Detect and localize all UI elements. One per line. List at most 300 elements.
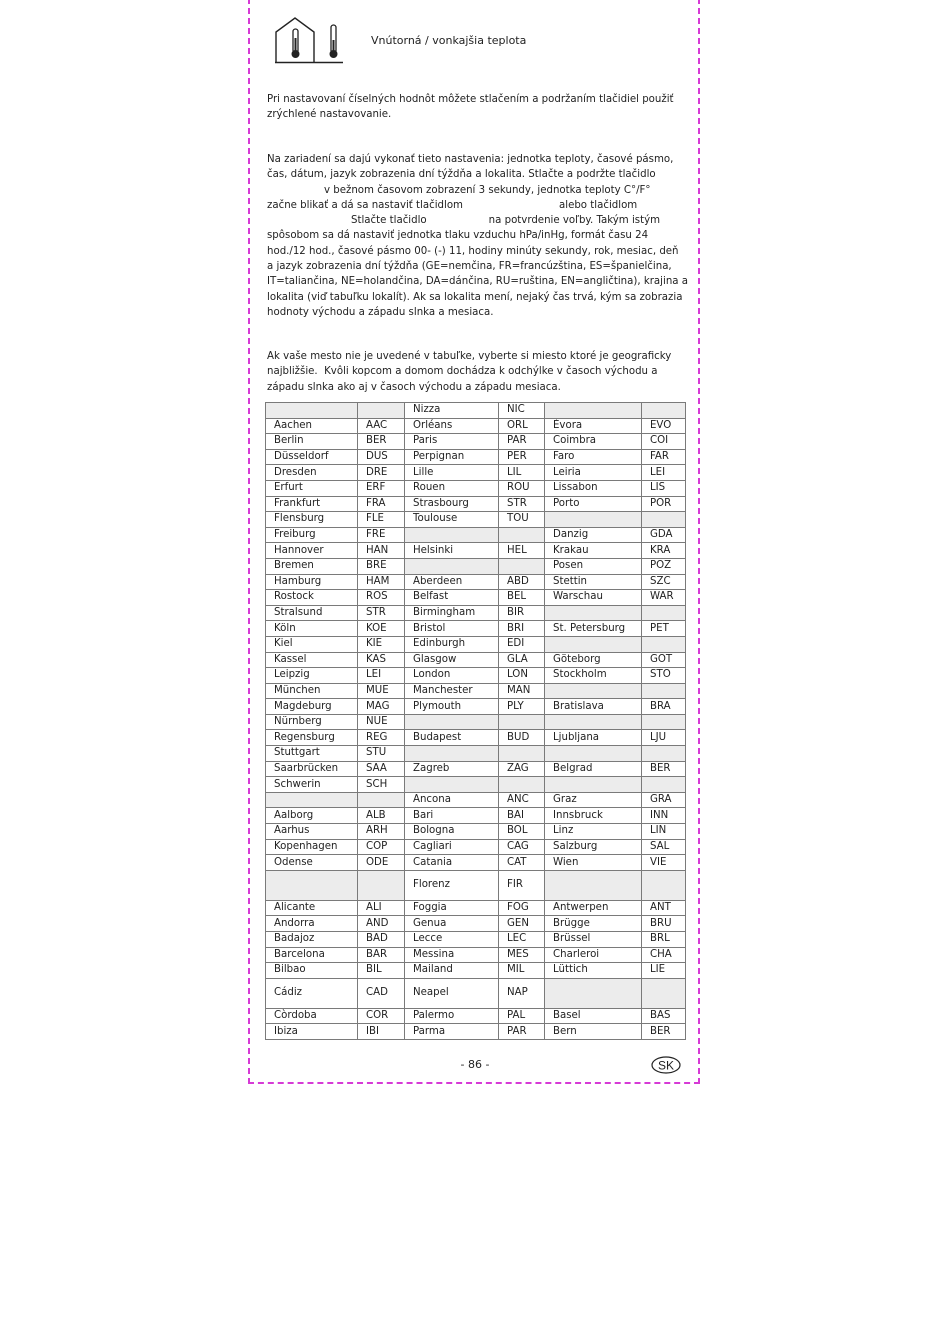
city-code-cell: LIS [642,480,686,496]
city-code-cell: FAR [642,449,686,465]
city-code-cell [642,746,686,762]
city-code-cell: BOL [499,824,545,840]
city-code-cell: PLY [499,699,545,715]
city-code-cell: CHA [642,947,686,963]
city-code-cell: STO [642,668,686,684]
city-name-cell: Bratislava [545,699,642,715]
city-code-cell [358,870,405,900]
city-code-cell: BRU [642,916,686,932]
text-line: začne blikať a dá sa nastaviť tlačidlom [267,199,463,211]
table-row [266,947,686,963]
city-name-cell: Bristol [405,621,499,637]
city-name-cell [545,403,642,419]
page-title: Vnútorná / vonkajšia teplota [371,34,527,47]
city-name-cell: München [266,683,358,699]
city-name-cell: Magdeburg [266,699,358,715]
city-code-cell: GEN [499,916,545,932]
city-name-cell: Frankfurt [266,496,358,512]
text-line: alebo tlačidlom [559,199,638,211]
city-code-cell [499,527,545,543]
city-code-cell: BAD [358,932,405,948]
city-name-cell [545,777,642,793]
text-line-wrap [267,198,679,213]
city-name-cell: Erfurt [266,480,358,496]
city-name-cell: Brügge [545,916,642,932]
city-code-cell [642,777,686,793]
city-code-cell: FOG [499,900,545,916]
city-name-cell: Lissabon [545,480,642,496]
house-thermometer-icon [274,16,344,64]
city-name-cell: Göteborg [545,652,642,668]
city-name-cell: Berlin [266,434,358,450]
city-code-cell: SAL [642,839,686,855]
city-code-cell: LEI [642,465,686,481]
city-name-cell: Freiburg [266,527,358,543]
page-number: - 86 - [460,1058,490,1071]
language-badge-label: SK [657,1058,675,1073]
city-name-cell: Leipzig [266,668,358,684]
city-code-cell: LJU [642,730,686,746]
city-code-cell: BER [642,761,686,777]
city-name-cell [545,512,642,528]
city-code-cell: TOU [499,512,545,528]
city-code-cell: COR [358,1008,405,1024]
table-row [266,963,686,979]
city-code-cell: EVO [642,418,686,434]
city-name-cell: Nürnberg [266,714,358,730]
table-row [266,527,686,543]
city-name-cell: Stettin [545,574,642,590]
city-code-cell: POR [642,496,686,512]
city-code-cell: STU [358,746,405,762]
city-code-cell: FRE [358,527,405,543]
city-code-cell: ROU [499,480,545,496]
city-code-cell: LIN [642,824,686,840]
city-code-cell [642,403,686,419]
city-code-cell: SAA [358,761,405,777]
text-line: a jazyk zobrazenia dní týždňa (GE=nemčina, FR=francúzština, ES=španielčina, [267,261,672,273]
city-name-cell: Graz [545,792,642,808]
table-row [266,683,686,699]
text-line-wrap [267,183,679,198]
table-row [266,621,686,637]
city-name-cell: Danzig [545,527,642,543]
city-code-cell: COI [642,434,686,450]
city-code-cell [642,636,686,652]
city-code-cell [642,714,686,730]
text-line: Stlačte tlačidlo [351,215,427,227]
city-code-cell: NAP [499,978,545,1008]
city-code-cell: LIE [642,963,686,979]
text-line: IT=taliančina, NE=holandčina, DA=dánčina, RU=ruština, EN=angličtina), krajina a [267,276,688,288]
table-row [266,558,686,574]
text-line: západu slnka ako aj v časoch východu a západu mesiaca. [267,381,561,393]
table-row [266,839,686,855]
text-line: Ak vaše mesto nie je uvedené v tabuľke, vyberte si miesto ktoré je geograficky [267,351,672,362]
city-code-cell: CAT [499,855,545,871]
text-line: v bežnom časovom zobrazení 3 sekundy, jednotka teploty C°/F° [324,184,651,196]
table-row [266,761,686,777]
text-line: spôsobom sa dá nastaviť jednotka tlaku vzduchu hPa/inHg, formát času 24 [267,230,649,242]
city-name-cell: Flensburg [266,512,358,528]
city-name-cell: Paris [405,434,499,450]
table-row [266,900,686,916]
city-name-cell: Bari [405,808,499,824]
city-code-cell: INN [642,808,686,824]
city-name-cell: Faro [545,449,642,465]
city-name-cell: Bern [545,1024,642,1040]
city-name-cell: Düsseldorf [266,449,358,465]
city-code-cell: PAR [499,1024,545,1040]
paragraph-nearest-city [267,349,679,395]
table-row [266,605,686,621]
city-code-cell: CAD [358,978,405,1008]
city-code-cell: VIE [642,855,686,871]
city-name-cell: London [405,668,499,684]
city-code-cell: PET [642,621,686,637]
city-table-body [266,403,686,1040]
city-name-cell: Kopenhagen [266,839,358,855]
city-name-cell: Neapel [405,978,499,1008]
city-name-cell: Glasgow [405,652,499,668]
city-name-cell: Innsbruck [545,808,642,824]
city-code-cell [642,978,686,1008]
city-name-cell: Badajoz [266,932,358,948]
city-code-cell: BRE [358,558,405,574]
city-code-cell: IBI [358,1024,405,1040]
city-name-cell: Hamburg [266,574,358,590]
paragraph-settings [267,152,688,320]
city-name-cell: Budapest [405,730,499,746]
city-code-cell: AND [358,916,405,932]
city-code-cell [642,605,686,621]
city-name-cell: Rostock [266,590,358,606]
city-code-cell [642,683,686,699]
city-code-cell: BAS [642,1008,686,1024]
text-line: lokalita (viď tabuľku lokalít). Ak sa lokalita mení, nejaký čas trvá, kým sa zobrazia [267,291,683,303]
city-name-cell: Perpignan [405,449,499,465]
table-row [266,792,686,808]
city-name-cell: Helsinki [405,543,499,559]
city-name-cell: Leiria [545,465,642,481]
city-code-cell: BIL [358,963,405,979]
city-code-cell [499,714,545,730]
city-name-cell: Stuttgart [266,746,358,762]
city-name-cell [266,870,358,900]
city-code-cell: NIC [499,403,545,419]
table-row [266,590,686,606]
language-badge [651,1056,681,1074]
city-name-cell: Plymouth [405,699,499,715]
text-line: Pri nastavovaní číselných hodnôt môžete stlačením a podržaním tlačidiel použiť [267,94,674,105]
city-name-cell [545,870,642,900]
city-code-cell: LON [499,668,545,684]
table-row [266,652,686,668]
text-line: Na zariadení sa dajú vykonať tieto nastavenia: jednotka teploty, časové pásmo, [267,154,674,165]
city-name-cell: Ibiza [266,1024,358,1040]
city-name-cell [405,746,499,762]
city-name-cell: Bilbao [266,963,358,979]
city-code-cell: REG [358,730,405,746]
city-name-cell [545,605,642,621]
table-row [266,543,686,559]
city-name-cell: Barcelona [266,947,358,963]
city-code-cell: ARH [358,824,405,840]
city-name-cell: Stralsund [266,605,358,621]
city-name-cell: Parma [405,1024,499,1040]
table-row [266,636,686,652]
table-row [266,808,686,824]
city-name-cell: Aberdeen [405,574,499,590]
city-name-cell: Lecce [405,932,499,948]
city-name-cell [545,746,642,762]
city-code-cell: BUD [499,730,545,746]
city-code-cell: SCH [358,777,405,793]
city-code-cell: MAN [499,683,545,699]
city-name-cell [405,714,499,730]
city-code-cell: ORL [499,418,545,434]
city-code-cell [499,746,545,762]
city-code-cell: EDI [499,636,545,652]
city-code-cell: GOT [642,652,686,668]
city-code-cell: COP [358,839,405,855]
city-code-cell: KIE [358,636,405,652]
city-code-cell: ZAG [499,761,545,777]
city-name-cell: Antwerpen [545,900,642,916]
city-code-cell: CAG [499,839,545,855]
city-name-cell: Rouen [405,480,499,496]
city-name-cell: Schwerin [266,777,358,793]
city-code-cell: ROS [358,590,405,606]
city-name-cell: Ljubljana [545,730,642,746]
city-code-cell: PER [499,449,545,465]
city-code-cell: BIR [499,605,545,621]
city-code-cell: BER [642,1024,686,1040]
city-name-cell: Cádiz [266,978,358,1008]
city-name-cell: Salzburg [545,839,642,855]
city-code-cell: DUS [358,449,405,465]
city-name-cell: Brüssel [545,932,642,948]
city-code-cell: ABD [499,574,545,590]
city-name-cell: Cagliari [405,839,499,855]
city-name-cell: Lüttich [545,963,642,979]
city-name-cell: Bologna [405,824,499,840]
table-row [266,1008,686,1024]
city-code-cell: BEL [499,590,545,606]
table-row [266,574,686,590]
city-name-cell: Kiel [266,636,358,652]
city-name-cell: Krakau [545,543,642,559]
table-row [266,699,686,715]
table-row [266,730,686,746]
city-code-cell: HAN [358,543,405,559]
city-name-cell: Birmingham [405,605,499,621]
city-name-cell: Coimbra [545,434,642,450]
city-name-cell: Florenz [405,870,499,900]
table-row [266,1024,686,1040]
table-row [266,855,686,871]
city-code-cell: ERF [358,480,405,496]
text-line: zrýchlené nastavovanie. [267,109,392,121]
city-code-cell [358,403,405,419]
table-row [266,668,686,684]
city-name-cell: Còrdoba [266,1008,358,1024]
city-code-cell: ANT [642,900,686,916]
table-row [266,824,686,840]
table-row [266,932,686,948]
city-name-cell [266,403,358,419]
city-code-cell: ODE [358,855,405,871]
city-code-cell: POZ [642,558,686,574]
city-code-cell: KRA [642,543,686,559]
city-name-cell: Porto [545,496,642,512]
city-code-cell: DRE [358,465,405,481]
city-name-cell [405,527,499,543]
text-line: hod./12 hod., časové pásmo 00- (-) 11, hodiny minúty sekundy, rok, mesiac, deň [267,245,679,257]
city-code-cell [499,777,545,793]
city-name-cell: Toulouse [405,512,499,528]
city-code-cell: GDA [642,527,686,543]
text-line-wrap [267,213,679,228]
city-code-cell: GLA [499,652,545,668]
paragraph-fast-setting [267,92,679,123]
city-code-cell: LIL [499,465,545,481]
city-code-cell: SZC [642,574,686,590]
city-code-cell: BRA [642,699,686,715]
city-code-cell: ALB [358,808,405,824]
city-name-cell: Foggia [405,900,499,916]
city-code-cell: ALI [358,900,405,916]
table-row [266,496,686,512]
city-name-cell: Basel [545,1008,642,1024]
table-row [266,480,686,496]
city-code-cell: FRA [358,496,405,512]
city-name-cell: Strasbourg [405,496,499,512]
city-name-cell: Hannover [266,543,358,559]
table-row [266,465,686,481]
city-name-cell: Mailand [405,963,499,979]
city-name-cell: Regensburg [266,730,358,746]
city-name-cell [405,558,499,574]
city-name-cell: Charleroi [545,947,642,963]
city-code-cell: LEC [499,932,545,948]
city-code-cell: MIL [499,963,545,979]
city-name-cell: Alicante [266,900,358,916]
city-name-cell: Belfast [405,590,499,606]
text-line: na potvrdenie voľby. Takým istým [488,215,661,227]
city-name-cell: Warschau [545,590,642,606]
city-code-cell: FLE [358,512,405,528]
city-code-cell: GRA [642,792,686,808]
city-name-cell: Lille [405,465,499,481]
city-name-cell: Köln [266,621,358,637]
city-code-cell: PAL [499,1008,545,1024]
table-row [266,512,686,528]
city-code-cell: PAR [499,434,545,450]
city-code-cell: AAC [358,418,405,434]
city-name-cell: Orléans [405,418,499,434]
city-code-cell: HAM [358,574,405,590]
city-name-cell [545,636,642,652]
city-code-cell: BRI [499,621,545,637]
city-name-cell: Odense [266,855,358,871]
table-row [266,916,686,932]
city-name-cell: Edinburgh [405,636,499,652]
city-code-cell: FIR [499,870,545,900]
city-name-cell: Nizza [405,403,499,419]
city-code-cell: LEI [358,668,405,684]
table-row [266,746,686,762]
city-name-cell: Andorra [266,916,358,932]
city-code-table [265,402,686,1040]
table-row [266,777,686,793]
city-name-cell [266,792,358,808]
city-code-cell [499,558,545,574]
city-name-cell: Manchester [405,683,499,699]
city-name-cell: Aalborg [266,808,358,824]
city-name-cell [545,978,642,1008]
city-name-cell: Aarhus [266,824,358,840]
city-name-cell: Wien [545,855,642,871]
table-row [266,714,686,730]
text-line: hodnoty východu a západu slnka a mesiaca. [267,306,494,318]
city-name-cell: Catania [405,855,499,871]
city-name-cell: Posen [545,558,642,574]
city-code-cell: MAG [358,699,405,715]
city-name-cell: Dresden [266,465,358,481]
city-name-cell: Stockholm [545,668,642,684]
city-code-cell [642,512,686,528]
city-code-cell: MUE [358,683,405,699]
city-name-cell: Messina [405,947,499,963]
city-name-cell: Genua [405,916,499,932]
city-code-cell: NUE [358,714,405,730]
table-row [266,870,686,900]
city-code-cell: WAR [642,590,686,606]
table-row [266,418,686,434]
city-code-cell [358,792,405,808]
city-name-cell: Belgrad [545,761,642,777]
city-code-cell: KOE [358,621,405,637]
city-name-cell: St. Petersburg [545,621,642,637]
city-name-cell: Ancona [405,792,499,808]
city-name-cell: Èvora [545,418,642,434]
city-code-cell [642,870,686,900]
table-row [266,403,686,419]
city-name-cell: Linz [545,824,642,840]
city-code-cell: BAI [499,808,545,824]
city-name-cell: Kassel [266,652,358,668]
table-row [266,434,686,450]
city-code-cell: STR [499,496,545,512]
city-name-cell [545,714,642,730]
city-code-cell: HEL [499,543,545,559]
city-name-cell [545,683,642,699]
text-line: čas, dátum, jazyk zobrazenia dní týždňa a lokalita. Stlačte a podržte tlačidlo [267,169,656,181]
city-code-cell: STR [358,605,405,621]
city-name-cell: Zagreb [405,761,499,777]
city-code-cell: ANC [499,792,545,808]
text-line: najbližšie. Kvôli kopcom a domom dochádza k odchýlke v časoch východu a [267,366,658,378]
table-row [266,449,686,465]
table-row [266,978,686,1008]
city-code-cell: KAS [358,652,405,668]
city-name-cell: Bremen [266,558,358,574]
city-code-cell: BRL [642,932,686,948]
city-name-cell [405,777,499,793]
city-code-cell: BER [358,434,405,450]
city-code-cell: BAR [358,947,405,963]
